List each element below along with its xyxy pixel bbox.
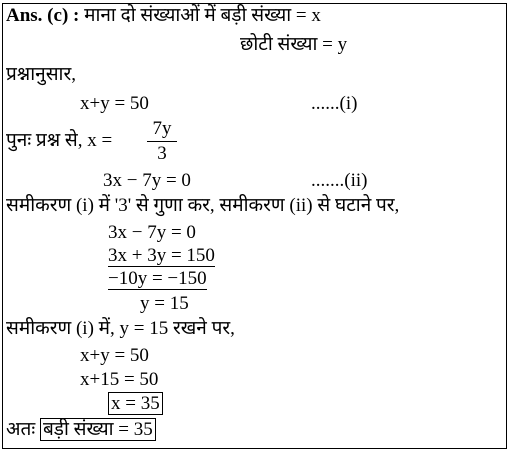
question-again-prefix: पुनः प्रश्न से, — [6, 130, 83, 151]
step-4: y = 15 — [140, 293, 189, 314]
smaller-number-text: छोटी संख्या = y — [240, 34, 348, 55]
result-wrap — [108, 393, 163, 415]
solution-line-1 — [6, 5, 321, 27]
step-3-wrap — [108, 268, 207, 290]
fraction-denominator: 3 — [157, 143, 167, 164]
result-x-boxed: x = 35 — [108, 392, 163, 415]
answer-label: Ans. (c) : — [6, 5, 80, 26]
fraction-bar — [147, 141, 177, 142]
according-to-question-text: प्रश्नानुसार, — [6, 64, 76, 85]
fraction-numerator: 7y — [152, 118, 172, 139]
equation-2: 3x − 7y = 0 — [103, 170, 191, 191]
final-line — [6, 419, 156, 441]
multiply-subtract-text: समीकरण (i) में '3' से गुणा कर, समीकरण (ii) से घटाने पर, — [6, 195, 400, 216]
final-answer-boxed: बड़ी संख्या = 35 — [40, 418, 156, 441]
fraction-7y-over-3 — [147, 118, 177, 165]
step-5: x+y = 50 — [80, 345, 149, 366]
equation-1-tag: ......(i) — [311, 93, 358, 114]
solution-box — [2, 3, 507, 449]
step-3: −10y = −150 — [108, 268, 207, 289]
therefore-text: अतः — [6, 419, 36, 440]
question-again-line — [6, 130, 112, 152]
step-2-wrap — [108, 245, 215, 267]
step-2: 3x + 3y = 150 — [108, 245, 215, 266]
step-6: x+15 = 50 — [80, 369, 159, 390]
step-1: 3x − 7y = 0 — [108, 222, 196, 243]
equation-2-tag: .......(ii) — [311, 170, 368, 191]
substitute-text: समीकरण (i) में, y = 15 रखने पर, — [6, 318, 235, 339]
assumption-text: माना दो संख्याओं में बड़ी संख्या = x — [84, 5, 321, 26]
x-equals-label: x = — [87, 130, 113, 151]
equation-1: x+y = 50 — [80, 93, 149, 114]
